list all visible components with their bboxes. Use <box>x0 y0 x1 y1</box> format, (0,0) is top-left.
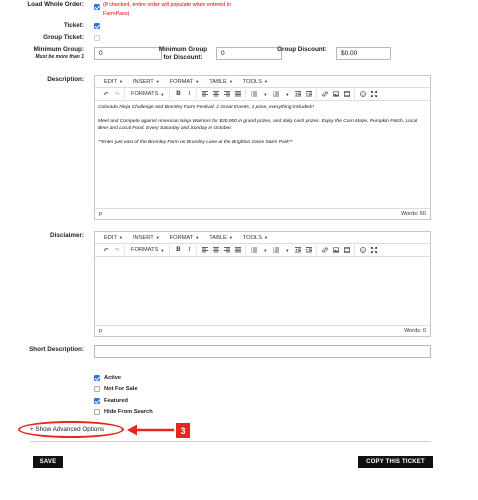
description-paragraph: Meet and Compete against American Ninja Warriors for $20,000 in grand prizes, and daily cash prizes. Enjoy the Corn Maze, Pumpkin Patch, Local Beer and Local Food. Every Saturday and Sunday in October. <box>98 119 418 132</box>
minimum-group-label: Minimum Group: <box>33 46 84 53</box>
numbered-list-icon[interactable] <box>271 89 281 99</box>
fullscreen-icon[interactable] <box>369 245 379 255</box>
image-icon[interactable] <box>331 89 341 99</box>
menu-tools[interactable]: TOOLS ▼ <box>242 234 268 241</box>
redo-icon[interactable]: ↷ <box>114 247 120 254</box>
option-featured[interactable]: Featured <box>94 395 153 407</box>
option-hide-from-search[interactable]: Hide From Search <box>94 407 153 419</box>
link-icon[interactable] <box>320 245 330 255</box>
image-icon[interactable] <box>331 245 341 255</box>
indent-icon[interactable] <box>304 245 314 255</box>
option-not-for-sale[interactable]: Not For Sale <box>94 384 153 396</box>
short-description-input[interactable] <box>94 345 431 358</box>
option-active[interactable]: Active <box>94 372 153 384</box>
editor-menubar <box>95 76 430 88</box>
italic-button[interactable]: I <box>188 247 191 253</box>
redo-icon[interactable]: ↷ <box>114 91 120 98</box>
element-path: p <box>99 328 103 334</box>
disclaimer-statusbar <box>95 325 430 336</box>
copy-ticket-button[interactable]: COPY THIS TICKET <box>358 456 433 468</box>
menu-tools[interactable]: TOOLS ▼ <box>242 78 268 85</box>
minimum-group-discount-label: Minimum Group for Discount: <box>158 46 208 61</box>
description-paragraph: **Enter just east of the Bromley Farm on Bromley Lane at the Brighton Oasis Swim Park** <box>98 140 293 146</box>
short-description-label: Short Description: <box>29 346 84 353</box>
editor-toolbar <box>95 88 430 101</box>
save-button[interactable]: SAVE <box>33 456 63 468</box>
formats-dropdown[interactable]: FORMATS ▼ <box>131 91 165 97</box>
outdent-icon[interactable] <box>293 245 303 255</box>
menu-insert[interactable]: INSERT ▼ <box>132 78 160 85</box>
align-left-icon[interactable] <box>200 245 210 255</box>
divider <box>30 441 431 442</box>
load-whole-order-hint: (If checked, entire order will populate when entered in FarmPass) <box>103 2 231 17</box>
bold-button[interactable]: B <box>176 91 181 97</box>
description-content-area[interactable] <box>95 101 430 149</box>
menu-table[interactable]: TABLE ▼ <box>209 234 233 241</box>
bullet-list-icon[interactable] <box>249 245 259 255</box>
disclaimer-editor <box>94 231 431 337</box>
hide-from-search-checkbox[interactable] <box>94 409 100 415</box>
align-center-icon[interactable] <box>211 245 221 255</box>
load-whole-order-checkbox[interactable] <box>94 4 100 10</box>
highlight-ellipse <box>18 421 124 438</box>
emoticons-icon[interactable] <box>358 89 368 99</box>
outdent-icon[interactable] <box>293 89 303 99</box>
description-statusbar <box>95 208 430 219</box>
undo-icon[interactable]: ↶ <box>103 247 109 254</box>
minimum-group-input[interactable]: 0 <box>94 47 162 60</box>
ticket-checkbox[interactable] <box>94 23 100 29</box>
description-paragraph: Colorado Ninja Challenge and Bromley Farm Festival: 2 Great Events, 1 price, everything included!! <box>98 105 314 110</box>
menu-table[interactable]: TABLE ▼ <box>209 78 233 85</box>
bullet-list-dropdown-icon[interactable]: ▼ <box>263 247 268 253</box>
italic-button[interactable]: I <box>188 91 191 97</box>
show-advanced-options-link[interactable]: + Show Advanced Options <box>30 426 105 433</box>
menu-edit[interactable]: EDIT ▼ <box>104 234 123 241</box>
minimum-group-sublabel: Must be more than 1 <box>35 54 84 60</box>
menu-format[interactable]: FORMAT ▼ <box>169 234 200 241</box>
align-justify-icon[interactable] <box>233 89 243 99</box>
media-icon[interactable] <box>342 89 352 99</box>
featured-checkbox[interactable] <box>94 398 100 404</box>
ticket-label: Ticket: <box>63 22 84 29</box>
active-checkbox[interactable] <box>94 375 100 381</box>
emoticons-icon[interactable] <box>358 245 368 255</box>
link-icon[interactable] <box>320 89 330 99</box>
align-justify-icon[interactable] <box>233 245 243 255</box>
description-editor <box>94 75 431 220</box>
editor-toolbar <box>95 244 430 257</box>
annotation-arrow-icon <box>126 422 176 438</box>
fullscreen-icon[interactable] <box>369 89 379 99</box>
status-options <box>94 372 153 418</box>
formats-dropdown[interactable]: FORMATS ▼ <box>131 247 165 253</box>
align-center-icon[interactable] <box>211 89 221 99</box>
bullet-list-dropdown-icon[interactable]: ▼ <box>263 91 268 97</box>
not-for-sale-checkbox[interactable] <box>94 386 100 392</box>
align-right-icon[interactable] <box>222 89 232 99</box>
bold-button[interactable]: B <box>176 247 181 253</box>
load-whole-order-label: Load Whole Order: <box>27 1 84 8</box>
menu-edit[interactable]: EDIT ▼ <box>104 78 123 85</box>
bullet-list-icon[interactable] <box>249 89 259 99</box>
align-right-icon[interactable] <box>222 245 232 255</box>
indent-icon[interactable] <box>304 89 314 99</box>
group-ticket-checkbox[interactable] <box>94 35 100 41</box>
disclaimer-content-area[interactable] <box>95 257 430 263</box>
description-label: Description: <box>47 76 84 83</box>
element-path: p <box>99 211 103 217</box>
group-ticket-label: Group Ticket: <box>43 34 84 41</box>
word-count: Words: 60 <box>401 211 426 217</box>
annotation-step-badge: 3 <box>176 423 190 438</box>
media-icon[interactable] <box>342 245 352 255</box>
menu-format[interactable]: FORMAT ▼ <box>169 78 200 85</box>
numbered-list-dropdown-icon[interactable]: ▼ <box>285 247 290 253</box>
group-discount-input[interactable]: $0.00 <box>336 47 391 60</box>
align-left-icon[interactable] <box>200 89 210 99</box>
numbered-list-dropdown-icon[interactable]: ▼ <box>285 91 290 97</box>
disclaimer-label: Disclaimer: <box>50 232 84 239</box>
minimum-group-discount-input[interactable]: 0 <box>216 47 282 60</box>
editor-menubar <box>95 232 430 244</box>
menu-insert[interactable]: INSERT ▼ <box>132 234 160 241</box>
word-count: Words: 0 <box>404 328 426 334</box>
numbered-list-icon[interactable] <box>271 245 281 255</box>
group-discount-label: Group Discount: <box>277 46 327 53</box>
undo-icon[interactable]: ↶ <box>103 91 109 98</box>
